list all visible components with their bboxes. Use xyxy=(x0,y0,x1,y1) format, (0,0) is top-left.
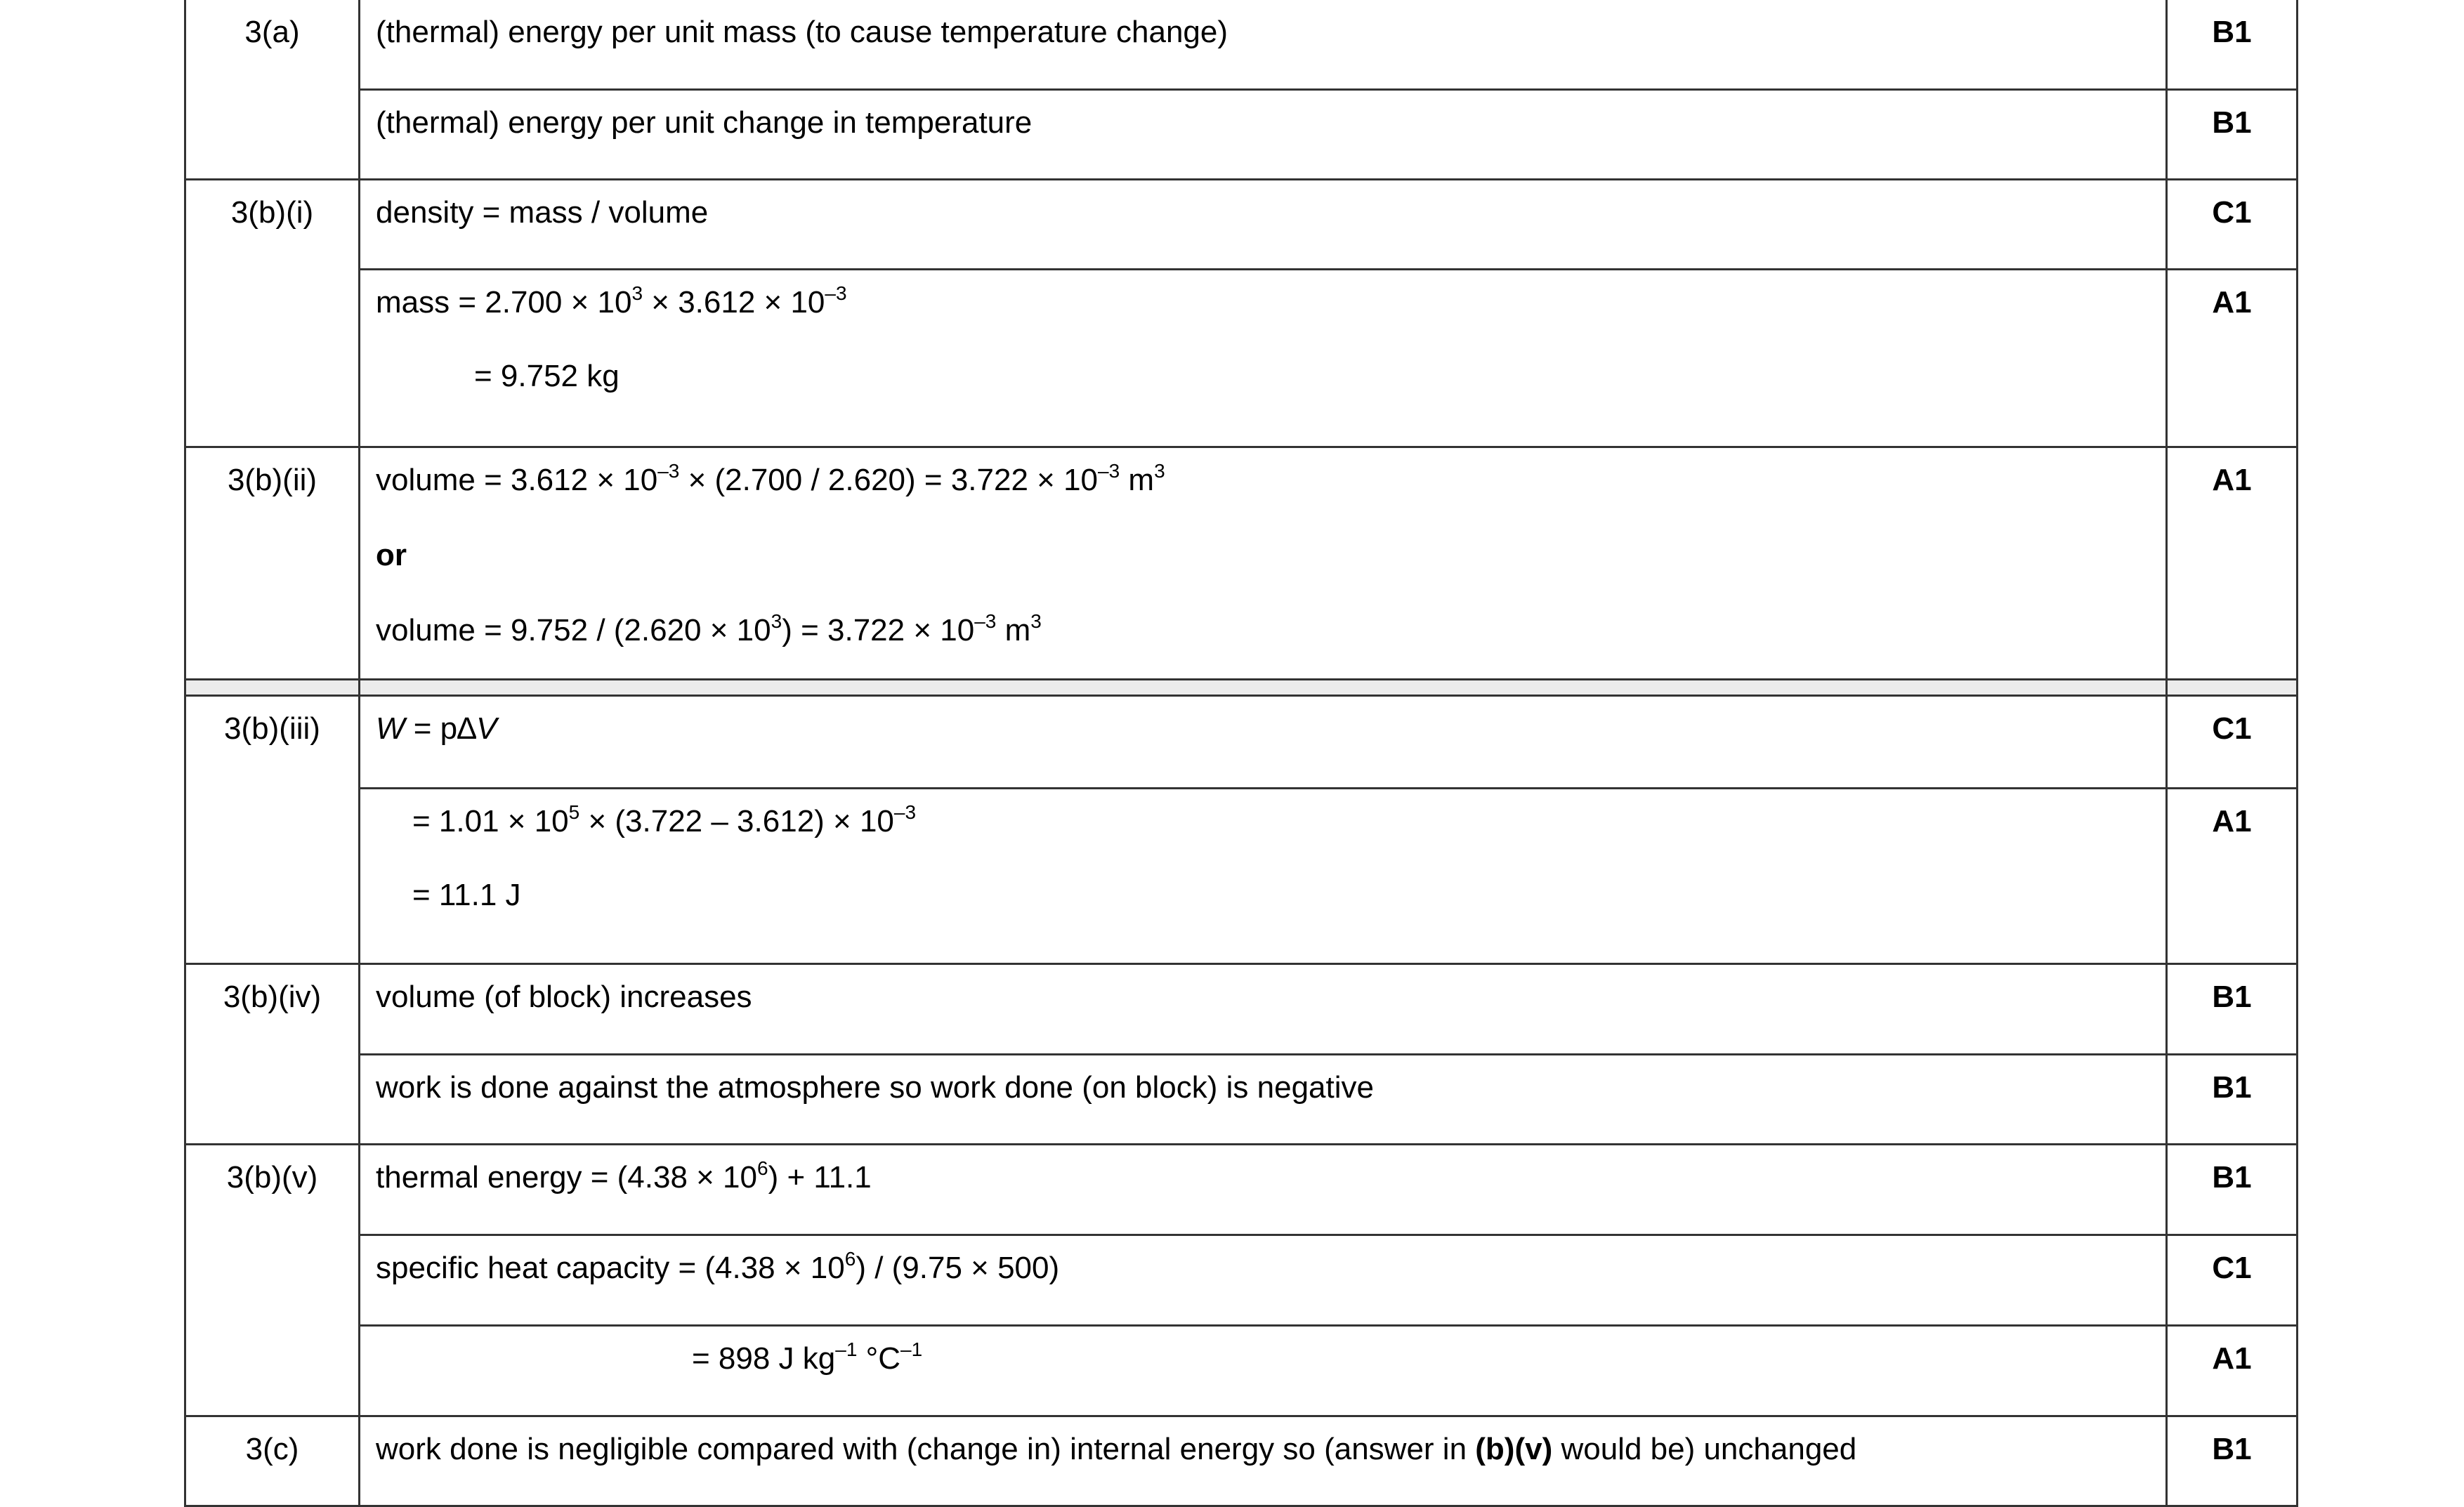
mark-cell: A1 xyxy=(2167,270,2298,447)
answer-line xyxy=(376,358,2165,395)
answer-text: (thermal) energy per unit mass (to cause temperature change) xyxy=(376,15,1228,49)
question-number: 3(c) xyxy=(185,1416,360,1506)
mark-cell: A1 xyxy=(2167,1326,2298,1416)
mark-scheme-table xyxy=(184,0,2298,1507)
question-number: 3(a) xyxy=(185,0,360,180)
question-number: 3(b)(v) xyxy=(185,1145,360,1416)
mark-cell: B1 xyxy=(2167,1145,2298,1235)
answer-line: volume = $3.612 \times 10^{-3} \times (2.700 / 2.620) = 3.722 \times 10^{-3}$ $m^3$ xyxy=(376,460,1165,497)
answer-line: = $1.01 \times 10^5 \times (3.722 - 3.612) \times 10^{-3}$ xyxy=(412,801,917,838)
answer-cell xyxy=(360,789,2167,964)
table-row xyxy=(185,447,2298,680)
mark-cell: A1 xyxy=(2167,789,2298,964)
answer-cell xyxy=(360,90,2167,180)
answer-line xyxy=(376,284,2165,322)
answer-text: volume (of block) increases xyxy=(376,980,752,1014)
answer-cell xyxy=(360,1055,2167,1145)
answer-cell xyxy=(360,270,2167,447)
mark-scheme-page xyxy=(184,0,2296,1507)
answer-cell: W = p∆V xyxy=(360,696,2167,789)
answer-text: (thermal) energy per unit change in temperature xyxy=(376,105,1033,140)
answer-cell xyxy=(360,447,2167,680)
answer-line: = 11.1 J xyxy=(412,878,521,912)
answer-line xyxy=(376,537,2165,574)
question-number: 3(b)(i) xyxy=(185,180,360,447)
mark-cell: B1 xyxy=(2167,1416,2298,1506)
mark-cell: B1 xyxy=(2167,1055,2298,1145)
table-row xyxy=(185,1326,2298,1416)
mark-cell: B1 xyxy=(2167,90,2298,180)
table-row xyxy=(185,270,2298,447)
question-number: 3(b)(iii) xyxy=(185,696,360,964)
table-row xyxy=(185,180,2298,270)
question-number: 3(b)(ii) xyxy=(185,447,360,680)
answer-text: density = mass / volume xyxy=(376,195,709,230)
answer-text: × 3.612 × 10 xyxy=(643,285,825,320)
answer-cell xyxy=(360,0,2167,90)
mark-cell: A1 xyxy=(2167,447,2298,680)
mark-cell: B1 xyxy=(2167,0,2298,90)
table-row xyxy=(185,1145,2298,1235)
answer-cell xyxy=(360,964,2167,1055)
answer-line: volume = $9.752 / (2.620 \times 10^3) = 3.722 \times 10^{-3}$ $m^3$ xyxy=(376,610,1042,647)
mark-cell: C1 xyxy=(2167,1235,2298,1326)
answer-text: = 9.752 kg xyxy=(474,359,620,393)
or-label: or xyxy=(376,538,407,572)
mark-cell: C1 xyxy=(2167,696,2298,789)
question-number: 3(b)(iv) xyxy=(185,964,360,1145)
table-row xyxy=(185,1235,2298,1326)
table-row xyxy=(185,789,2298,964)
answer-cell: work done is negligible compared with (change in) internal energy so (answer in (b)(v) would be) unchanged xyxy=(360,1416,2167,1506)
answer-cell: = 898 J $kg^{-1}$ $^\circ C^{-1}$ xyxy=(360,1326,2167,1416)
table-row xyxy=(185,1055,2298,1145)
superscript: –3 xyxy=(825,282,847,304)
answer-cell: specific heat capacity = $(4.38 \times 10^6) / (9.75 \times 500)$ xyxy=(360,1235,2167,1326)
mark-cell: B1 xyxy=(2167,964,2298,1055)
table-row xyxy=(185,0,2298,90)
table-row xyxy=(185,1416,2298,1506)
answer-cell: thermal energy = $(4.38 \times 10^6) + 11.1$ xyxy=(360,1145,2167,1235)
answer-text: mass = 2.700 × 10 xyxy=(376,285,632,320)
mark-cell: C1 xyxy=(2167,180,2298,270)
table-row xyxy=(185,696,2298,789)
table-row xyxy=(185,90,2298,180)
answer-cell xyxy=(360,180,2167,270)
page-break-separator xyxy=(185,680,2298,696)
answer-text: work is done against the atmosphere so work done (on block) is negative xyxy=(376,1070,1374,1105)
superscript: 3 xyxy=(631,282,643,304)
table-row xyxy=(185,964,2298,1055)
